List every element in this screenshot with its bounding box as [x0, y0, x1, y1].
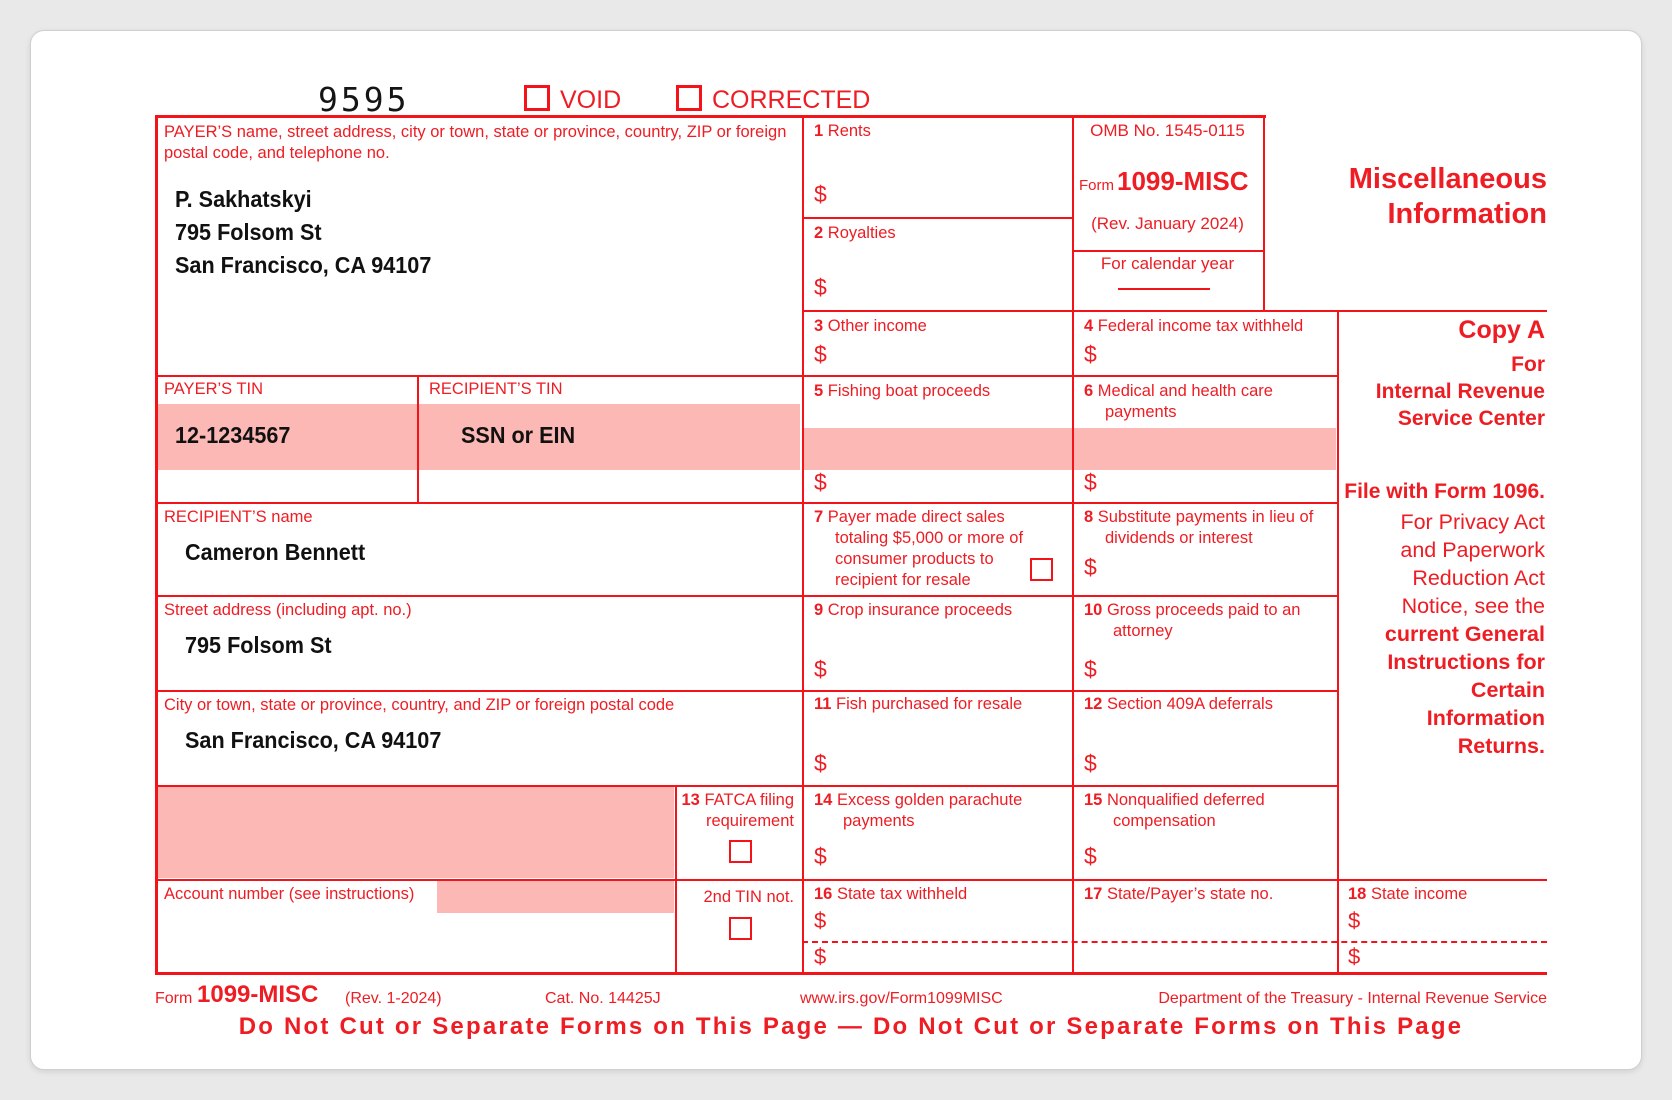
box3-label: 3 Other income [814, 317, 927, 335]
table-line [155, 690, 1337, 692]
box2-dollar: $ [814, 274, 827, 300]
box16-dollar-bottom: $ [814, 944, 827, 969]
privacy-note-line3: Reduction Act [1412, 566, 1545, 590]
box7-label: 7 Payer made direct sales totaling $5,000 or more of consumer products to recipient for resale [814, 508, 1024, 589]
privacy-note-line8: Information [1426, 706, 1545, 730]
recipient-city-label: City or town, state or province, country, and ZIP or foreign postal code [164, 696, 675, 714]
box6-label: 6 Medical and health care payments [1084, 382, 1273, 421]
box15-dollar: $ [1084, 843, 1097, 869]
calendar-year-label: For calendar year [1100, 254, 1235, 273]
box5-6-entry-shade [803, 428, 1336, 470]
box10-dollar: $ [1084, 656, 1097, 682]
box14-dollar: $ [814, 843, 827, 869]
table-line [155, 375, 1337, 377]
recipient-street-label: Street address (including apt. no.) [164, 601, 412, 619]
box9-dollar: $ [814, 656, 827, 682]
box11-label: 11 Fish purchased for resale [814, 695, 1023, 713]
table-line [155, 502, 1337, 504]
form-word: Form [1079, 177, 1114, 194]
copy-for-line1: For [1511, 353, 1545, 376]
footer-form-word: Form [155, 990, 193, 1007]
box10-label: 10 Gross proceeds paid to an attorney [1084, 601, 1301, 640]
recipient-tin-label: RECIPIENT’S TIN [429, 380, 563, 398]
table-line [802, 217, 1072, 219]
privacy-note-line9: Returns. [1457, 734, 1545, 758]
form-number: 1099-MISC [1117, 166, 1249, 196]
second-tin-checkbox[interactable] [729, 917, 752, 940]
box2-label: 2 Royalties [814, 224, 896, 242]
copy-a-heading: Copy A [1458, 316, 1545, 344]
state-amount-divider [802, 941, 1547, 943]
table-line [155, 115, 158, 975]
footer-cat-no: Cat. No. 14425J [545, 990, 661, 1007]
table-line [155, 595, 1337, 597]
privacy-note-line7: Certain [1470, 678, 1545, 702]
form-revision: (Rev. January 2024) [1091, 214, 1244, 233]
form-title-line1: Miscellaneous [1348, 163, 1547, 195]
footer-department: Department of the Treasury - Internal Revenue Service [1158, 990, 1547, 1007]
box18-dollar-bottom: $ [1348, 944, 1361, 969]
footer-revision: (Rev. 1-2024) [345, 990, 442, 1007]
box8-dollar: $ [1084, 554, 1097, 580]
calendar-year-blank-line [1118, 288, 1210, 290]
payer-tin-value: 12-1234567 [175, 422, 291, 448]
box16-dollar-top: $ [814, 908, 827, 933]
table-line [802, 310, 1547, 312]
account-number-label: Account number (see instructions) [164, 885, 415, 903]
fatca-checkbox[interactable] [729, 840, 752, 863]
recipient-street: 795 Folsom St [185, 632, 332, 658]
box17-label: 17 State/Payer’s state no. [1084, 885, 1274, 903]
box1-dollar: $ [814, 181, 827, 207]
box8-label: 8 Substitute payments in lieu of dividends or interest [1084, 508, 1314, 547]
footer-form-number: 1099-MISC [197, 981, 319, 1008]
table-line [1072, 250, 1263, 252]
box1-label: 1 Rents [814, 122, 871, 140]
table-line [155, 879, 1547, 881]
box13-label: 13 FATCA filing requirement [681, 791, 794, 830]
form-code: 9595 [318, 80, 410, 119]
box11-dollar: $ [814, 750, 827, 776]
table-line [1263, 115, 1265, 310]
table-line [155, 972, 1547, 975]
payer-street: 795 Folsom St [175, 219, 322, 245]
box12-label: 12 Section 409A deferrals [1084, 695, 1273, 713]
box5-dollar: $ [814, 469, 827, 495]
recipient-tin-value: SSN or EIN [461, 422, 576, 448]
box18-label: 18 State income [1348, 885, 1468, 903]
copy-for-line3: Service Center [1397, 407, 1545, 430]
copy-for-line2: Internal Revenue [1375, 380, 1545, 403]
payer-address-label: PAYER’S name, street address, city or town, state or province, country, ZIP or foreign postal code, and telephone no. [164, 123, 787, 162]
payer-city: San Francisco, CA 94107 [175, 252, 432, 278]
fatca-row-shade [157, 787, 674, 878]
box4-label: 4 Federal income tax withheld [1084, 317, 1304, 335]
payer-tin-label: PAYER’S TIN [164, 380, 264, 398]
table-line [802, 115, 804, 972]
box18-dollar-top: $ [1348, 908, 1361, 933]
privacy-note-line4: Notice, see the [1401, 594, 1545, 618]
box15-label: 15 Nonqualified deferred compensation [1084, 791, 1265, 830]
box13-number: 13 [681, 791, 700, 809]
box12-dollar: $ [1084, 750, 1097, 776]
privacy-note-line2: and Paperwork [1400, 538, 1545, 562]
box4-dollar: $ [1084, 341, 1097, 367]
form-title-line2: Information [1387, 198, 1547, 230]
void-checkbox[interactable] [524, 85, 550, 111]
box5-label: 5 Fishing boat proceeds [814, 382, 991, 400]
recipient-name-label: RECIPIENT’S name [164, 508, 313, 526]
do-not-cut-warning: Do Not Cut or Separate Forms on This Page — Do Not Cut or Separate Forms on This Page [238, 1013, 1464, 1040]
footer-url: www.irs.gov/Form1099MISC [800, 990, 1003, 1007]
privacy-note-line6: Instructions for [1387, 650, 1545, 674]
void-label: VOID [560, 86, 622, 114]
privacy-note-line1: For Privacy Act [1400, 510, 1545, 534]
corrected-label: CORRECTED [712, 86, 871, 114]
payer-name: P. Sakhatskyi [175, 186, 312, 212]
account-entry-shade [437, 880, 674, 913]
table-line [417, 375, 419, 502]
privacy-note-line5: current General [1384, 622, 1545, 646]
box16-label: 16 State tax withheld [814, 885, 968, 903]
box7-checkbox[interactable] [1030, 558, 1053, 581]
box9-label: 9 Crop insurance proceeds [814, 601, 1013, 619]
recipient-name: Cameron Bennett [185, 539, 366, 565]
box6-dollar: $ [1084, 469, 1097, 495]
recipient-city: San Francisco, CA 94107 [185, 727, 442, 753]
corrected-checkbox[interactable] [676, 85, 702, 111]
second-tin-label: 2nd TIN not. [703, 888, 794, 906]
box14-label: 14 Excess golden parachute payments [814, 791, 1023, 830]
omb-number: OMB No. 1545-0115 [1090, 121, 1245, 140]
table-line [155, 785, 1337, 787]
file-with-note: File with Form 1096. [1344, 480, 1545, 503]
box3-dollar: $ [814, 341, 827, 367]
table-line [1072, 115, 1074, 972]
